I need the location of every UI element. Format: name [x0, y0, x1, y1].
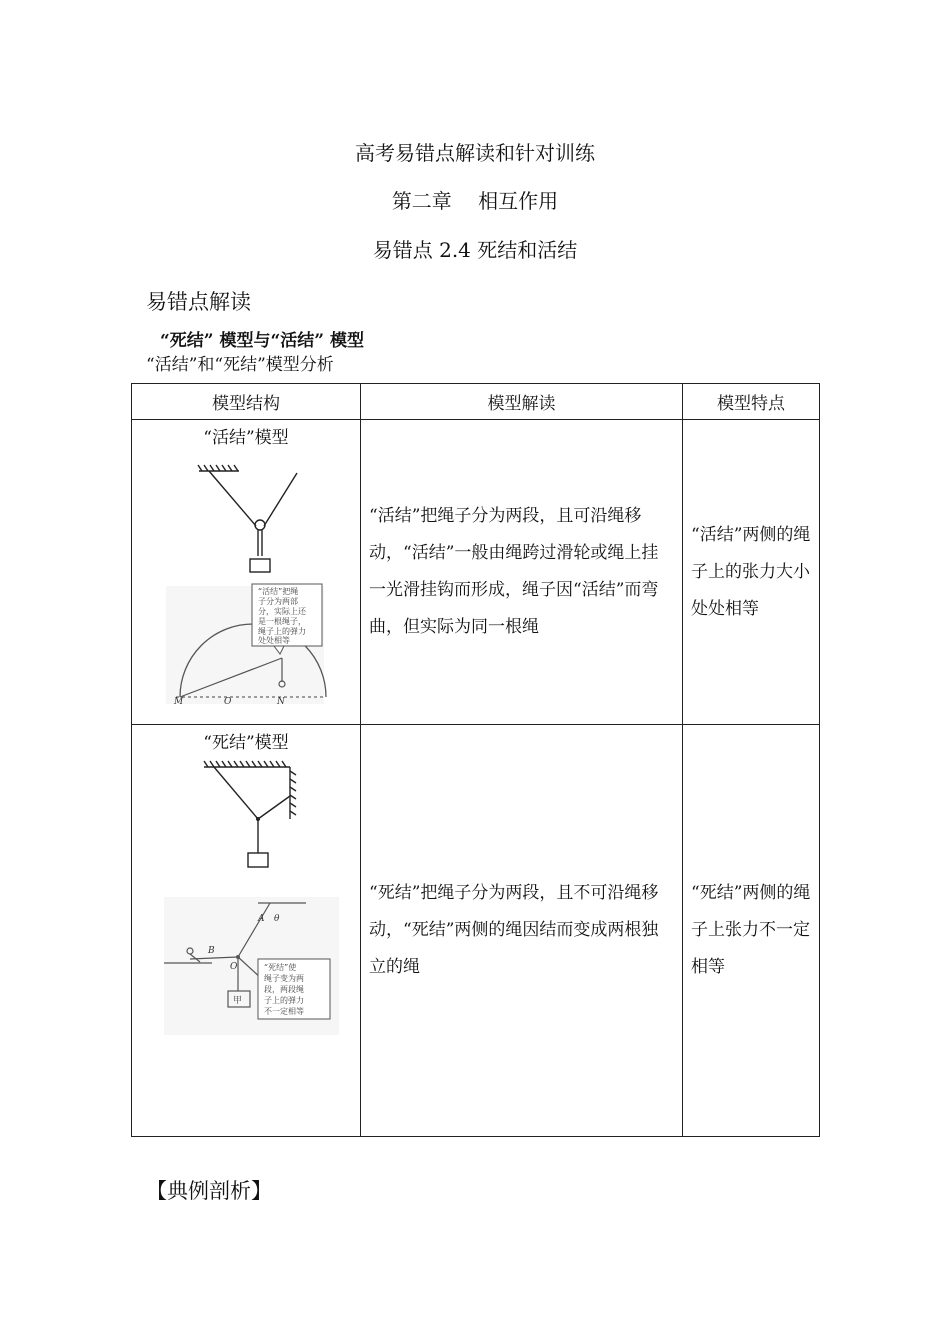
feature-cell: “死结”两侧的绳子上张力不一定相等 — [683, 725, 820, 1137]
callout-line: “死结”使 — [263, 963, 296, 972]
structure-title: “活结”模型 — [203, 428, 289, 448]
weight-label: 甲 — [232, 996, 242, 1006]
table-row — [132, 725, 820, 1137]
callout-line: 子上的弹力 — [263, 996, 304, 1005]
callout-line: 处处相等 — [257, 636, 290, 645]
label-o: O — [223, 697, 231, 706]
callout-line: 段，两段绳 — [263, 985, 304, 994]
description-cell: “活结”把绳子分为两段，且可沿绳移动，“活结”一般由绳跨过滑轮或绳上挂一光滑挂钩而形成，绳子因“活结”而弯曲，但实际为同一根绳 — [361, 420, 683, 725]
weight-block-icon — [134, 558, 359, 574]
label-o: O — [229, 962, 237, 972]
table-row — [132, 420, 820, 725]
description-cell: “死结”把绳子分为两段，且不可沿绳移动，“死结”两侧的绳因结而变成两根独立的绳 — [361, 725, 683, 1137]
header-feature: 模型特点 — [683, 384, 820, 420]
dead-knot-person-diagram — [134, 893, 359, 1038]
callout-line: 子分为两部 — [257, 597, 298, 606]
label-a: A — [257, 914, 264, 924]
label-m: M — [173, 697, 183, 706]
example-analysis-heading: 【典例剖析】 — [146, 1179, 272, 1203]
feature-cell: “活结”两侧的绳子上的张力大小处处相等 — [683, 420, 820, 725]
label-theta: θ — [273, 914, 279, 924]
callout-line: 绳子上的弹力 — [257, 627, 306, 636]
table-header-row — [132, 384, 820, 420]
slip-knot-pulley-diagram — [134, 448, 359, 558]
structure-cell — [132, 725, 361, 1137]
callout-line: 分，实际上还 — [257, 607, 306, 616]
subheading: “死结” 模型与“活结” 模型 — [160, 331, 364, 351]
callout-line: 绳子变为两 — [263, 974, 304, 983]
header-structure: 模型结构 — [132, 384, 361, 420]
callout-line: 不一定相等 — [263, 1007, 304, 1016]
slip-knot-semicircle-diagram — [134, 582, 359, 706]
label-b: B — [207, 946, 215, 956]
callout-line: 是一根绳子， — [257, 617, 306, 626]
dead-knot-wall-diagram — [134, 753, 359, 875]
header-interpretation: 模型解读 — [361, 384, 683, 420]
table-caption: “活结”和“死结”模型分析 — [146, 355, 334, 375]
section-title: 易错点解读 — [146, 290, 251, 314]
model-analysis-table — [131, 383, 820, 1137]
structure-cell — [132, 420, 361, 725]
callout-line: “活结”把绳 — [257, 587, 298, 596]
document-title: 高考易错点解读和针对训练 — [355, 141, 595, 165]
label-n: N — [276, 697, 285, 706]
topic-heading: 易错点 2.4 死结和活结 — [372, 238, 578, 262]
chapter-heading: 第二章 相互作用 — [391, 189, 559, 213]
structure-title: “死结”模型 — [203, 733, 289, 753]
